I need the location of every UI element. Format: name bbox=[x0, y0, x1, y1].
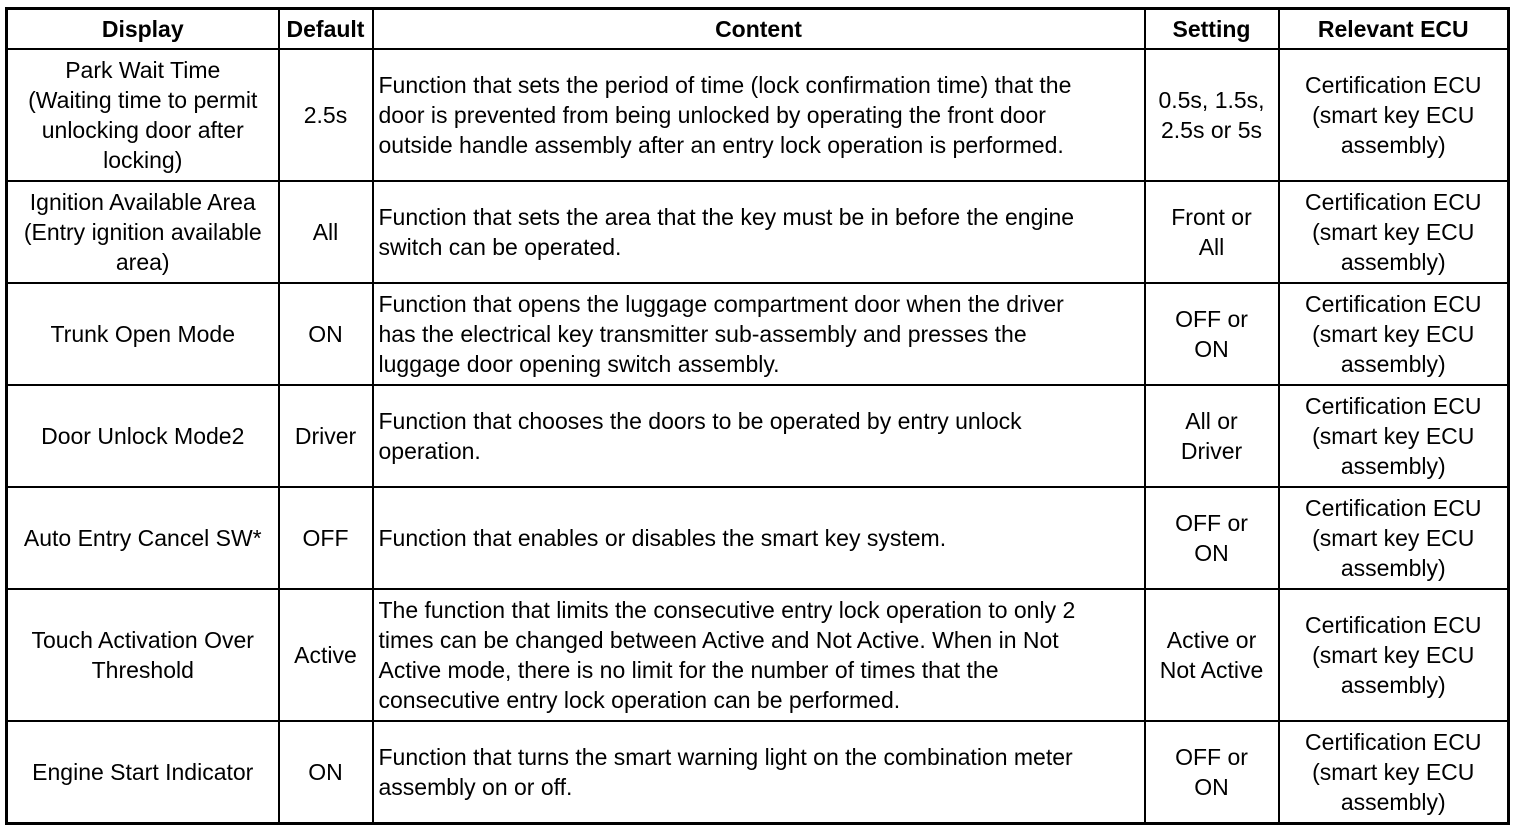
content-cell-line: outside handle assembly after an entry lock operation is performed. bbox=[378, 132, 1064, 159]
display-cell bbox=[7, 49, 279, 181]
content-cell-line: Function that opens the luggage compartment door when the driver bbox=[378, 291, 1064, 318]
content-cell-line: operation. bbox=[378, 438, 481, 465]
setting-cell bbox=[1145, 589, 1279, 721]
default-cell-line: ON bbox=[308, 321, 343, 348]
setting-cell-line: Active or bbox=[1166, 627, 1257, 654]
relevant-ecu-cell bbox=[1279, 721, 1509, 823]
display-cell-line: unlocking door after bbox=[41, 117, 244, 144]
relevant-ecu-cell-line: (smart key ECU bbox=[1312, 759, 1475, 786]
content-cell-line: Function that chooses the doors to be operated by entry unlock bbox=[378, 408, 1022, 435]
header-setting: Setting bbox=[1145, 9, 1279, 50]
content-cell-line: assembly on or off. bbox=[378, 774, 573, 801]
display-cell-line: locking) bbox=[103, 147, 183, 174]
table-row bbox=[7, 181, 1509, 283]
display-cell bbox=[7, 721, 279, 823]
content-cell bbox=[373, 721, 1145, 823]
relevant-ecu-cell-line: (smart key ECU bbox=[1312, 219, 1475, 246]
content-cell-line: consecutive entry lock operation can be performed. bbox=[378, 687, 901, 714]
setting-cell-line: ON bbox=[1194, 774, 1229, 801]
default-cell bbox=[279, 283, 373, 385]
setting-cell bbox=[1145, 283, 1279, 385]
display-cell-line: Door Unlock Mode2 bbox=[41, 423, 245, 450]
relevant-ecu-cell-line: (smart key ECU bbox=[1312, 642, 1475, 669]
default-cell bbox=[279, 385, 373, 487]
default-cell-line: All bbox=[312, 219, 339, 246]
setting-cell-line: OFF or bbox=[1175, 744, 1248, 771]
content-cell-line: Function that turns the smart warning light on the combination meter bbox=[378, 744, 1073, 771]
display-cell bbox=[7, 589, 279, 721]
relevant-ecu-cell-line: Certification ECU bbox=[1305, 189, 1482, 216]
table-row bbox=[7, 487, 1509, 589]
setting-cell-line: 2.5s or 5s bbox=[1161, 117, 1262, 144]
default-cell-line: ON bbox=[308, 759, 343, 786]
display-cell-line: Auto Entry Cancel SW* bbox=[23, 525, 262, 552]
setting-cell bbox=[1145, 385, 1279, 487]
content-cell-line: luggage door opening switch assembly. bbox=[378, 351, 780, 378]
content-cell bbox=[373, 589, 1145, 721]
setting-cell-line: ON bbox=[1194, 336, 1229, 363]
setting-cell-line: Not Active bbox=[1159, 657, 1264, 684]
content-cell bbox=[373, 49, 1145, 181]
default-cell bbox=[279, 181, 373, 283]
relevant-ecu-cell-line: Certification ECU bbox=[1305, 72, 1482, 99]
display-cell bbox=[7, 487, 279, 589]
relevant-ecu-cell-line: assembly) bbox=[1340, 132, 1446, 159]
default-cell-line: OFF bbox=[302, 525, 349, 552]
display-cell bbox=[7, 385, 279, 487]
default-cell-line: 2.5s bbox=[303, 102, 348, 129]
content-cell-line: times can be changed between Active and Not Active. When in Not bbox=[378, 627, 1059, 654]
relevant-ecu-cell bbox=[1279, 487, 1509, 589]
relevant-ecu-cell-line: assembly) bbox=[1340, 351, 1446, 378]
relevant-ecu-cell-line: assembly) bbox=[1340, 672, 1446, 699]
relevant-ecu-cell-line: Certification ECU bbox=[1305, 612, 1482, 639]
relevant-ecu-cell-line: (smart key ECU bbox=[1312, 321, 1475, 348]
default-cell-line: Driver bbox=[294, 423, 357, 450]
setting-cell-line: OFF or bbox=[1175, 306, 1248, 333]
content-cell-line: door is prevented from being unlocked by operating the front door bbox=[378, 102, 1046, 129]
setting-cell bbox=[1145, 721, 1279, 823]
header-default: Default bbox=[279, 9, 373, 50]
display-cell-line: Touch Activation Over bbox=[31, 627, 254, 654]
setting-cell-line: Driver bbox=[1180, 438, 1243, 465]
relevant-ecu-cell-line: assembly) bbox=[1340, 249, 1446, 276]
content-cell-line: switch can be operated. bbox=[378, 234, 622, 261]
setting-cell-line: ON bbox=[1194, 540, 1229, 567]
customize-settings-table bbox=[5, 7, 1510, 825]
relevant-ecu-cell-line: Certification ECU bbox=[1305, 729, 1482, 756]
setting-cell bbox=[1145, 181, 1279, 283]
content-cell-line: Active mode, there is no limit for the number of times that the bbox=[378, 657, 999, 684]
table-row bbox=[7, 721, 1509, 823]
table-row bbox=[7, 385, 1509, 487]
relevant-ecu-cell-line: (smart key ECU bbox=[1312, 525, 1475, 552]
display-cell-line: Park Wait Time bbox=[65, 57, 221, 84]
relevant-ecu-cell-line: Certification ECU bbox=[1305, 495, 1482, 522]
setting-cell-line: All bbox=[1198, 234, 1225, 261]
content-cell-line: has the electrical key transmitter sub-assembly and presses the bbox=[378, 321, 1027, 348]
relevant-ecu-cell-line: assembly) bbox=[1340, 555, 1446, 582]
content-cell-line: The function that limits the consecutive entry lock operation to only 2 bbox=[378, 597, 1076, 624]
relevant-ecu-cell bbox=[1279, 49, 1509, 181]
default-cell bbox=[279, 487, 373, 589]
display-cell bbox=[7, 181, 279, 283]
content-cell bbox=[373, 181, 1145, 283]
relevant-ecu-cell-line: assembly) bbox=[1340, 453, 1446, 480]
content-cell-line: Function that sets the area that the key must be in before the engine bbox=[378, 204, 1075, 231]
relevant-ecu-cell bbox=[1279, 385, 1509, 487]
setting-cell-line: All or bbox=[1185, 408, 1238, 435]
setting-cell bbox=[1145, 487, 1279, 589]
display-cell bbox=[7, 283, 279, 385]
relevant-ecu-cell-line: Certification ECU bbox=[1305, 291, 1482, 318]
default-cell bbox=[279, 49, 373, 181]
relevant-ecu-cell-line: Certification ECU bbox=[1305, 393, 1482, 420]
default-cell bbox=[279, 721, 373, 823]
display-cell-line: (Waiting time to permit bbox=[28, 87, 258, 114]
display-cell-line: Threshold bbox=[91, 657, 194, 684]
header-display: Display bbox=[7, 9, 279, 50]
table-row bbox=[7, 49, 1509, 181]
display-cell-line: Engine Start Indicator bbox=[32, 759, 254, 786]
default-cell bbox=[279, 589, 373, 721]
content-cell-line: Function that enables or disables the smart key system. bbox=[378, 525, 947, 552]
setting-cell-line: 0.5s, 1.5s, bbox=[1158, 87, 1265, 114]
display-cell-line: area) bbox=[115, 249, 170, 276]
display-cell-line: (Entry ignition available bbox=[23, 219, 262, 246]
relevant-ecu-cell-line: (smart key ECU bbox=[1312, 102, 1475, 129]
relevant-ecu-cell bbox=[1279, 283, 1509, 385]
setting-cell-line: OFF or bbox=[1175, 510, 1248, 537]
content-cell-line: Function that sets the period of time (lock confirmation time) that the bbox=[378, 72, 1072, 99]
relevant-ecu-cell bbox=[1279, 181, 1509, 283]
content-cell bbox=[373, 487, 1145, 589]
table-row bbox=[7, 589, 1509, 721]
header-row bbox=[7, 9, 1509, 50]
header-relevant-ecu: Relevant ECU bbox=[1279, 9, 1509, 50]
display-cell-line: Ignition Available Area bbox=[29, 189, 256, 216]
setting-cell bbox=[1145, 49, 1279, 181]
relevant-ecu-cell-line: (smart key ECU bbox=[1312, 423, 1475, 450]
header-content: Content bbox=[373, 9, 1145, 50]
table-row bbox=[7, 283, 1509, 385]
relevant-ecu-cell bbox=[1279, 589, 1509, 721]
relevant-ecu-cell-line: assembly) bbox=[1340, 789, 1446, 816]
default-cell-line: Active bbox=[294, 642, 357, 669]
content-cell bbox=[373, 385, 1145, 487]
content-cell bbox=[373, 283, 1145, 385]
setting-cell-line: Front or bbox=[1171, 204, 1252, 231]
display-cell-line: Trunk Open Mode bbox=[50, 321, 236, 348]
